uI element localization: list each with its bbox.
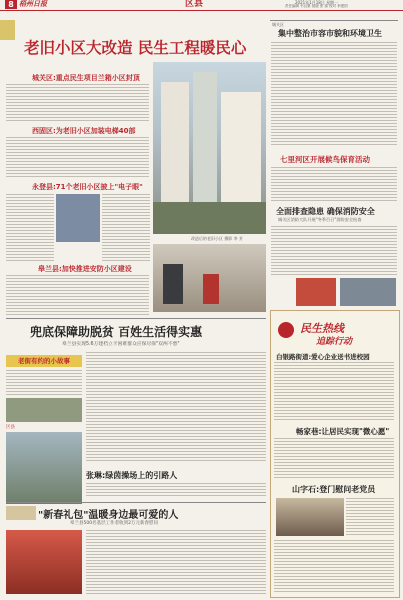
hotline-body-1 <box>274 362 394 422</box>
hotline-head-1: 白银路街道:爱心企业送书进校园 <box>276 353 370 361</box>
lower-headline-2: "新春礼包"温暖身边最可爱的人 <box>38 510 179 521</box>
gift-icon-block <box>6 506 36 520</box>
lower-body-1 <box>86 483 266 497</box>
right-head-3: 全面排查隐患 确保消防安全 <box>276 207 375 216</box>
right-sub-3: 城关区消防大队开展"冬季百日"消防安全检查 <box>278 217 362 222</box>
right-head-2: 七里河区开展候鸟保育活动 <box>280 155 370 164</box>
masthead-strip <box>0 0 403 9</box>
hotline-body-3b <box>274 540 394 592</box>
page-number: 8 <box>5 0 17 9</box>
hotline-body-2 <box>274 438 394 478</box>
article-body-1 <box>6 84 149 122</box>
sub-head-3: 永登县:71个老旧小区披上"电子眼" <box>32 183 143 191</box>
fire-photo-2 <box>340 278 396 306</box>
hotline-body-3a <box>346 498 394 536</box>
article-body-3b <box>102 194 150 262</box>
hotline-title-2: 追踪行动 <box>316 337 353 347</box>
right-rule <box>270 20 398 21</box>
paper-name: 梧州日报 <box>19 0 47 8</box>
community-photo <box>153 244 266 312</box>
right-body-3 <box>271 226 397 276</box>
right-head-1: 集中整治市容市貌和环境卫生 <box>278 29 382 38</box>
gift-photo <box>6 530 82 594</box>
person-figure <box>163 264 183 304</box>
mid-rule <box>6 318 266 319</box>
date-line: 2021年1月18日 星期一 <box>295 0 339 5</box>
article-body-2 <box>6 137 149 177</box>
teacher-photo <box>6 432 82 504</box>
right-body-2 <box>271 167 397 201</box>
photo-caption: 改造后的老旧小区 摄影 李 芳 <box>191 236 243 241</box>
top-rule <box>0 10 403 11</box>
building-left <box>161 82 189 222</box>
section-tag: 区县 <box>6 425 15 430</box>
phone-icon <box>278 322 294 338</box>
lower-subtitle-2: 皋兰县500名基层工作者收到2万元新春慰问 <box>70 521 158 526</box>
fire-photo <box>296 278 336 306</box>
article-body-3 <box>6 194 54 262</box>
editor-line: 责任编辑 韦汉豪 组版 张 赛 校对 李建国 <box>285 4 348 8</box>
right-body-1 <box>271 42 397 146</box>
main-photo <box>153 62 266 234</box>
elevator-shaft <box>193 72 217 222</box>
cctv-photo <box>56 194 100 242</box>
middle-subtitle: 皋兰县实现5.6万建档立卡困难群众应保尽保"双两不愁" <box>62 342 180 347</box>
sub-head-1: 城关区:重点民生项目兰箱小区封顶 <box>32 74 140 82</box>
column-body <box>6 370 82 396</box>
hotline-head-2: 畅家巷:让居民实现"微心愿" <box>296 427 390 436</box>
middle-headline: 兜底保障助脱贫 百姓生活得实惠 <box>30 325 203 339</box>
person-figure-2 <box>203 274 219 304</box>
section-title: 区县 <box>185 0 204 9</box>
kicker-1: 城关区 <box>272 22 284 27</box>
lower-body-2 <box>86 530 266 594</box>
hotline-head-3: 山字石:登门慰问老党员 <box>292 485 376 494</box>
hotline-title: 民生热线 <box>300 322 344 335</box>
middle-body <box>86 352 266 462</box>
lower-headline-1: 张琳:绿茵操场上的引路人 <box>86 471 178 480</box>
sub-head-2: 西固区:为老旧小区加装电梯40部 <box>32 127 136 135</box>
ground <box>153 202 266 234</box>
hotline-photo <box>276 498 344 536</box>
main-headline: 老旧小区大改造 民生工程暖民心 <box>24 39 247 57</box>
column-photo <box>6 398 82 422</box>
sub-head-4: 皋兰县:加快推进安防小区建设 <box>38 265 132 273</box>
column-label: 老街有约的小故事 <box>6 355 82 367</box>
lower-rule <box>6 502 266 503</box>
article-body-4 <box>6 275 149 315</box>
decor-block <box>0 20 15 40</box>
